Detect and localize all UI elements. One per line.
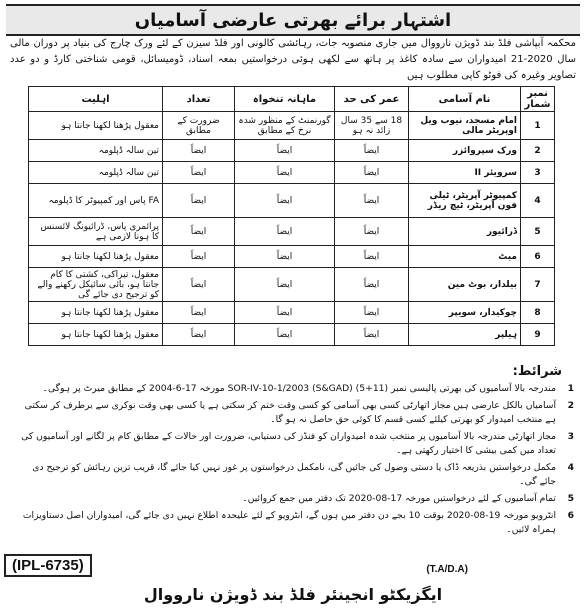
reference-code: (IPL-6735) [4,554,92,577]
table-row [29,324,555,346]
row-post: ہیلپر [409,324,521,346]
row-age: ایضاً [335,140,409,162]
list-item [14,399,574,427]
row-salary: ایضاً [235,184,335,218]
condition-text: تمام آسامیوں کے لئے درخواستیں مورخہ 17-08-2020 تک دفتر میں جمع کروائیں۔ [242,493,556,504]
row-salary: ایضاً [235,218,335,246]
signature-line: ایگزیکٹو انجینئر فلڈ بند ڈویژن نارووال [143,584,443,604]
row-post: ڈرائیور [409,218,521,246]
header-serial: نمبر شمار [521,87,555,112]
row-post: امام مسجد، نیوب ویل اوپریٹر مالی [409,112,521,140]
header-salary: ماہانہ تنخواہ [235,87,335,112]
row-age: ایضاً [335,218,409,246]
condition-number: 1 [567,383,574,394]
table-row [29,140,555,162]
row-count: ایضاً [163,324,235,346]
table-row [29,112,555,140]
row-salary: گورنمنٹ کے منظور شدہ نرخ کے مطابق [235,112,335,140]
row-qualification: معقول، تیراکی، کشتی کا کام جانتا ہو، بائی سائیکل رکھنے والے کو ترجیح دی جائے گی [29,268,163,302]
row-age: ایضاً [335,162,409,184]
row-qualification: تین سالہ ڈپلومہ [29,140,163,162]
row-salary: ایضاً [235,246,335,268]
condition-number: 6 [567,510,574,521]
row-age: 18 سے 35 سال زائد نہ ہو [335,112,409,140]
tada-note: (T.A/D.A) [426,564,468,575]
row-post: کمپیوٹر آپریٹر، ٹیلی فون آپریٹر، ٹیچ ریڈر [409,184,521,218]
condition-text: انٹرویو مورخہ 19-08-2020 بوقت 10 بجے دن دفتر میں ہوں گے، انٹرویو کے لئے علیحدہ اطلاع نہیں دی جائے گی، امیدواران اصل دستاویزات ہمراہ لائیں۔ [22,510,556,535]
row-count: ایضاً [163,184,235,218]
row-serial: 5 [521,218,555,246]
row-post: میٹ [409,246,521,268]
table-row [29,302,555,324]
row-qualification: FA پاس اور کمپیوٹر کا ڈپلومہ [29,184,163,218]
row-qualification: معقول پڑھنا لکھنا جانتا ہو [29,246,163,268]
list-item [14,492,574,506]
row-age: ایضاً [335,246,409,268]
list-item [14,430,574,458]
table-row [29,218,555,246]
row-serial: 4 [521,184,555,218]
row-post: ورک سپروائزر [409,140,521,162]
row-post: سرویئر II [409,162,521,184]
header-qualification: اہلیت [29,87,163,112]
row-age: ایضاً [335,184,409,218]
row-serial: 9 [521,324,555,346]
row-salary: ایضاً [235,140,335,162]
row-post: بیلدار، بوٹ مین [409,268,521,302]
row-count: ایضاً [163,162,235,184]
row-serial: 7 [521,268,555,302]
row-salary: ایضاً [235,162,335,184]
row-post: چوکیدار، سویپر [409,302,521,324]
condition-number: 2 [567,400,574,411]
row-serial: 8 [521,302,555,324]
condition-text: آسامیاں بالکل عارضی ہیں مجاز اتھارٹی کسی بھی آسامی کو کسی وقت ختم کر سکتی ہے یا کسی بھی وقت نوکری سے برطرف کر سکتی ہے منتخب امیدوار کو بھرتی کیلئے کسی قسم کا کوئی حق حاصل نہ ہو گا۔ [24,400,556,425]
row-age: ایضاً [335,268,409,302]
header-post: نام آسامی [409,87,521,112]
table-row [29,268,555,302]
row-qualification: معقول پڑھنا لکھنا جانتا ہو [29,324,163,346]
row-count: ایضاً [163,302,235,324]
condition-number: 5 [567,493,574,504]
row-salary: ایضاً [235,324,335,346]
row-qualification: معقول پڑھنا لکھنا جانتا ہو [29,302,163,324]
header-age: عمر کی حد [335,87,409,112]
row-count: ایضاً [163,268,235,302]
table-row [29,162,555,184]
row-qualification: پرائمری پاس، ڈرائیونگ لائسنس کا ہونا لازمی ہے [29,218,163,246]
row-serial: 1 [521,112,555,140]
condition-text: مندرجہ بالا آسامیوں کی بھرتی پالیسی نمبر (11+5) (S&GAD) SOR-IV-10-1/2003 مورخہ 17-6-2004 کے مطابق میرٹ پر ہوگی۔ [42,383,556,394]
row-count: ضرورت کے مطابق [163,112,235,140]
condition-number: 4 [567,462,574,473]
condition-text: مکمل درخواستیں بذریعہ ڈاک یا دستی وصول کی جائیں گی، نامکمل درخواستوں پر غور نہیں کیا جائے گا، قریب ترین رہائش کو ترجیح دی جائے گی۔ [32,462,556,487]
row-salary: ایضاً [235,302,335,324]
list-item [14,461,574,489]
row-age: ایضاً [335,324,409,346]
table-row [29,184,555,218]
vacancies-table [28,86,555,346]
intro-paragraph: محکمہ آبپاشی فلڈ بند ڈویژن نارووال میں جاری منصوبہ جات، رہائشی کالونی اور فلڈ سیزن کے لئے ورک چارج کی بنیاد پر دوران مالی سال 2020-21 امیدواران سے سادہ کاغذ پر ہاتھ سے لکھی ہوئی درخواستیں بمعہ اسناد، ڈومیسائل، قومی شناختی کارڈ و دو عدد تصاویر وغیرہ کی فوٹو کاپی مطلوب ہیں [10,38,576,81]
conditions-heading: شرائط: [512,364,562,379]
list-item [14,509,574,537]
list-item [14,382,574,396]
table-row [29,246,555,268]
row-salary: ایضاً [235,268,335,302]
table-header-row [29,87,555,112]
condition-text: مجاز اتھارٹی مندرجہ بالا آسامیوں پر منتخب شدہ امیدواران کو فنڈز کی دستیابی، ضرورت اور حالات کے مطابق کام پر لگانے اور آسامیوں کی تعداد میں کمی بیشی کا اختیار رکھتی ہے۔ [21,431,556,456]
advertisement-title: اشتہار برائے بھرتی عارضی آسامیاں [6,4,580,36]
row-serial: 3 [521,162,555,184]
row-qualification: تین سالہ ڈپلومہ [29,162,163,184]
header-count: تعداد [163,87,235,112]
row-count: ایضاً [163,246,235,268]
row-count: ایضاً [163,218,235,246]
row-age: ایضاً [335,302,409,324]
row-count: ایضاً [163,140,235,162]
row-qualification: معقول پڑھنا لکھنا جانتا ہو [29,112,163,140]
row-serial: 6 [521,246,555,268]
conditions-list [14,382,574,540]
row-serial: 2 [521,140,555,162]
condition-number: 3 [567,431,574,442]
